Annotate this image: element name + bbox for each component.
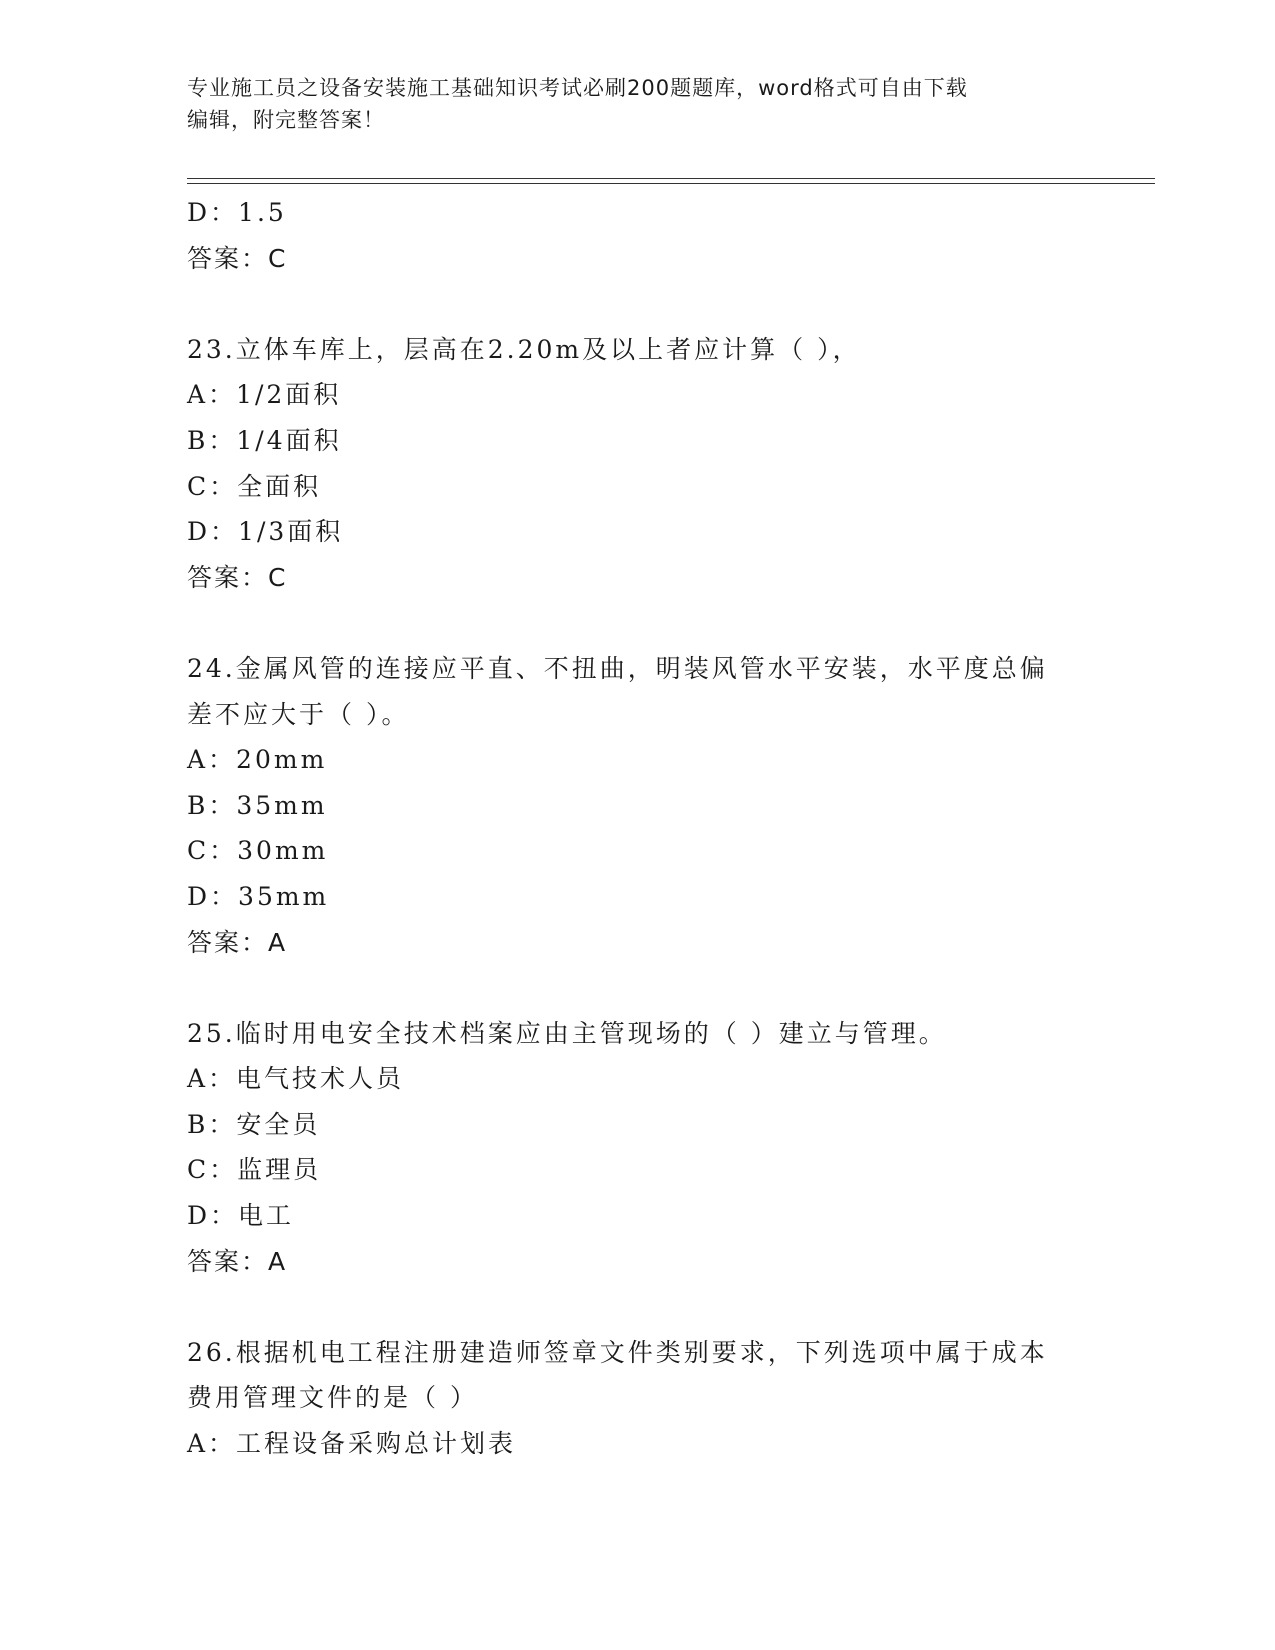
question-stem-continued: 费用管理文件的是（ ） xyxy=(187,1383,478,1413)
answer: 答案：A xyxy=(187,927,288,957)
question-stem: 25.临时用电安全技术档案应由主管现场的（ ）建立与管理。 xyxy=(187,1018,947,1048)
header-line-2: 编辑，附完整答案！ xyxy=(187,108,385,132)
option-d: D：35mm xyxy=(187,881,330,911)
option-b: B：安全员 xyxy=(187,1109,321,1139)
option-a: A：工程设备采购总计划表 xyxy=(187,1429,517,1459)
question-stem: 26.根据机电工程注册建造师签章文件类别要求，下列选项中属于成本 xyxy=(187,1337,1048,1367)
option-a: A：1/2面积 xyxy=(187,380,342,410)
question-26 xyxy=(187,1330,1087,1467)
question-23 xyxy=(187,327,1087,601)
question-25 xyxy=(187,1011,1087,1285)
document-header xyxy=(187,72,1067,136)
option-a: A：电气技术人员 xyxy=(187,1064,405,1094)
header-divider-top xyxy=(187,178,1155,179)
question-stem-continued: 差不应大于（ ）。 xyxy=(187,699,410,729)
option-d: D：电工 xyxy=(187,1201,295,1231)
question-24 xyxy=(187,646,1087,965)
answer: 答案：A xyxy=(187,1246,288,1276)
question-stem: 24.金属风管的连接应平直、不扭曲，明装风管水平安装，水平度总偏 xyxy=(187,653,1048,683)
option-d: D：1/3面积 xyxy=(187,517,344,547)
option-d: D：1.5 xyxy=(187,198,287,227)
option-c: C：监理员 xyxy=(187,1155,322,1185)
header-divider-bottom xyxy=(187,183,1155,184)
answer: 答案：C xyxy=(187,562,288,592)
answer: 答案：C xyxy=(187,243,288,273)
option-b: B：35mm xyxy=(187,790,328,820)
question-list xyxy=(187,190,1087,1467)
option-c: C：全面积 xyxy=(187,471,322,501)
question-stem: 23.立体车库上，层高在2.20m及以上者应计算（ ）， xyxy=(187,334,861,364)
option-b: B：1/4面积 xyxy=(187,425,342,455)
header-line-1: 专业施工员之设备安装施工基础知识考试必刷200题题库，word格式可自由下载 xyxy=(187,76,968,100)
option-c: C：30mm xyxy=(187,836,329,866)
option-a: A：20mm xyxy=(187,745,328,775)
